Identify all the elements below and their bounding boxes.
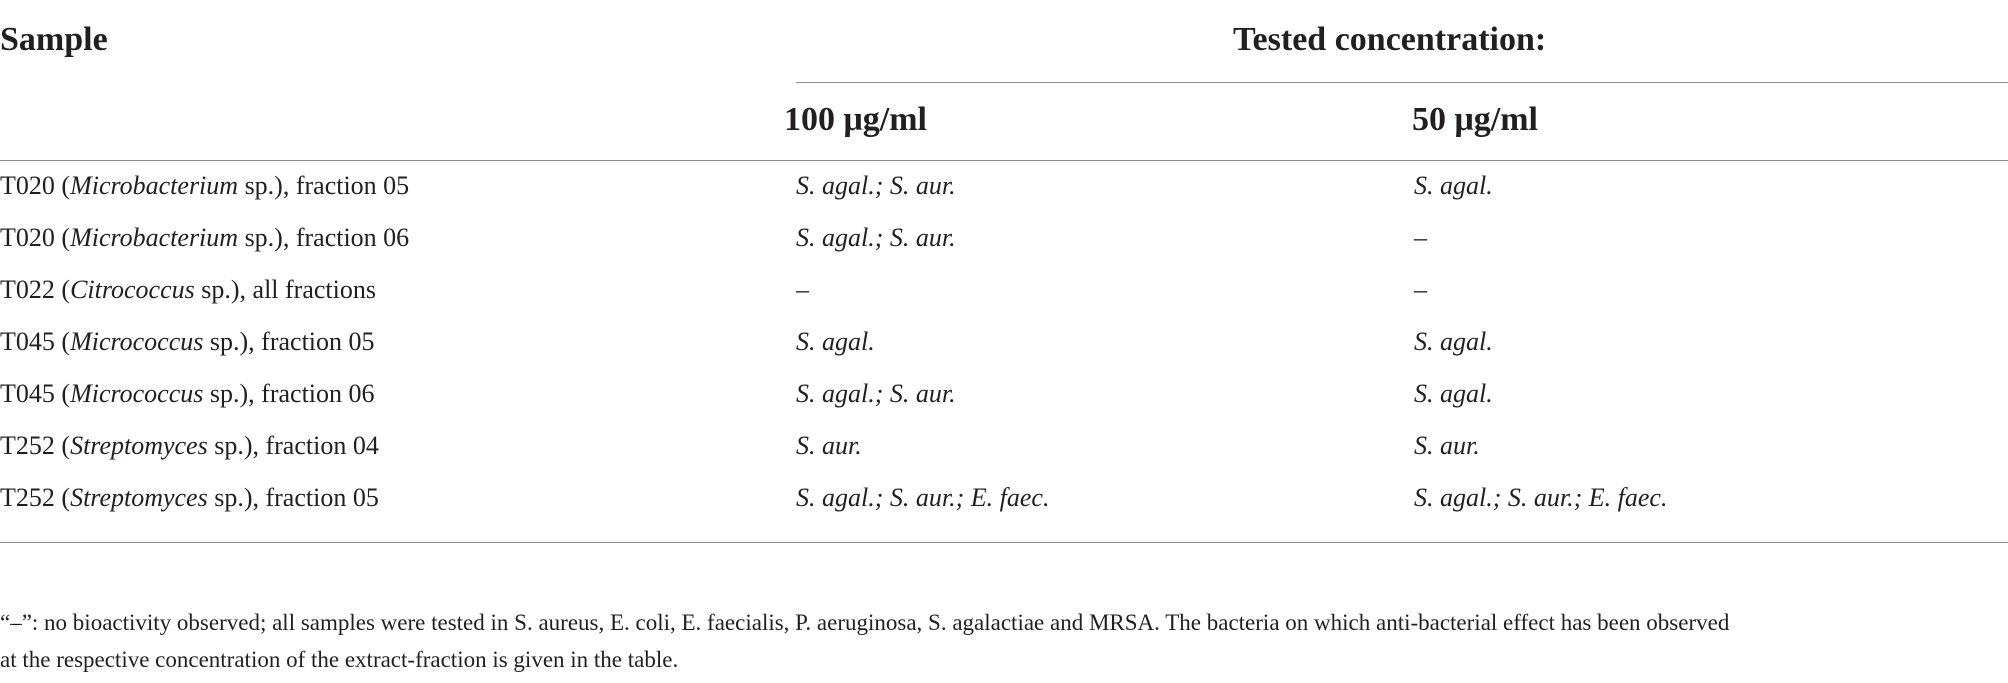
result-100-cell: S. agal.; S. aur. — [796, 223, 956, 252]
footnote-line-1: “–”: no bioactivity observed; all samples were tested in S. aureus, E. coli, E. faecialis, P. aeruginosa, S. agalactiae and MRSA. The bacteria on which anti-bacterial effect has been observed — [0, 610, 1730, 635]
sample-cell: T045 (Micrococcus sp.), fraction 05 — [0, 327, 375, 356]
sample-id: T045 — [0, 327, 55, 356]
table-footnote — [0, 604, 2000, 678]
result-100-cell: S. aur. — [796, 431, 862, 460]
sample-suffix: sp.), fraction 06 — [238, 223, 410, 252]
sample-id: T020 — [0, 171, 55, 200]
result-50-cell: S. agal.; S. aur.; E. faec. — [1414, 483, 1668, 512]
sample-cell: T022 (Citrococcus sp.), all fractions — [0, 275, 376, 304]
sample-suffix: sp.), all fractions — [194, 275, 376, 304]
header-subrule — [796, 82, 2008, 83]
sample-cell: T020 (Microbacterium sp.), fraction 05 — [0, 171, 410, 200]
sample-cell: T252 (Streptomyces sp.), fraction 04 — [0, 431, 379, 460]
sample-suffix: sp.), fraction 05 — [203, 327, 375, 356]
result-100-cell: S. agal.; S. aur. — [796, 171, 956, 200]
col-100-header: 100 μg/ml — [784, 101, 927, 138]
genus-name: Micrococcus — [70, 327, 204, 356]
sample-id: T252 — [0, 483, 55, 512]
sample-cell: T020 (Microbacterium sp.), fraction 06 — [0, 223, 410, 252]
result-50-cell: S. agal. — [1414, 171, 1493, 200]
sample-id: T045 — [0, 379, 55, 408]
footnote-line-2: at the respective concentration of the extract-fraction is given in the table. — [0, 647, 679, 672]
header-bottom-rule — [0, 160, 2008, 161]
tested-concentration-header: Tested concentration: — [1233, 21, 1547, 58]
genus-name: Micrococcus — [70, 379, 204, 408]
sample-suffix: sp.), fraction 05 — [238, 171, 410, 200]
sample-id: T020 — [0, 223, 55, 252]
sample-header: Sample — [0, 21, 108, 58]
sample-suffix: sp.), fraction 05 — [207, 483, 379, 512]
result-100-cell: – — [796, 275, 809, 304]
sample-suffix: sp.), fraction 06 — [203, 379, 375, 408]
sample-cell: T045 (Micrococcus sp.), fraction 06 — [0, 379, 375, 408]
table-bottom-rule — [0, 542, 2008, 543]
genus-name: Citrococcus — [70, 275, 195, 304]
sample-suffix: sp.), fraction 04 — [207, 431, 379, 460]
genus-name: Microbacterium — [70, 171, 239, 200]
col-50-header: 50 μg/ml — [1412, 101, 1538, 138]
sample-id: T252 — [0, 431, 55, 460]
result-100-cell: S. agal.; S. aur.; E. faec. — [796, 483, 1050, 512]
result-50-cell: S. agal. — [1414, 327, 1493, 356]
result-50-cell: S. agal. — [1414, 379, 1493, 408]
genus-name: Microbacterium — [70, 223, 239, 252]
sample-cell: T252 (Streptomyces sp.), fraction 05 — [0, 483, 379, 512]
genus-name: Streptomyces — [70, 483, 208, 512]
result-100-cell: S. agal. — [796, 327, 875, 356]
result-50-cell: S. aur. — [1414, 431, 1480, 460]
result-50-cell: – — [1414, 275, 1427, 304]
result-50-cell: – — [1414, 223, 1427, 252]
genus-name: Streptomyces — [70, 431, 208, 460]
sample-id: T022 — [0, 275, 55, 304]
result-100-cell: S. agal.; S. aur. — [796, 379, 956, 408]
